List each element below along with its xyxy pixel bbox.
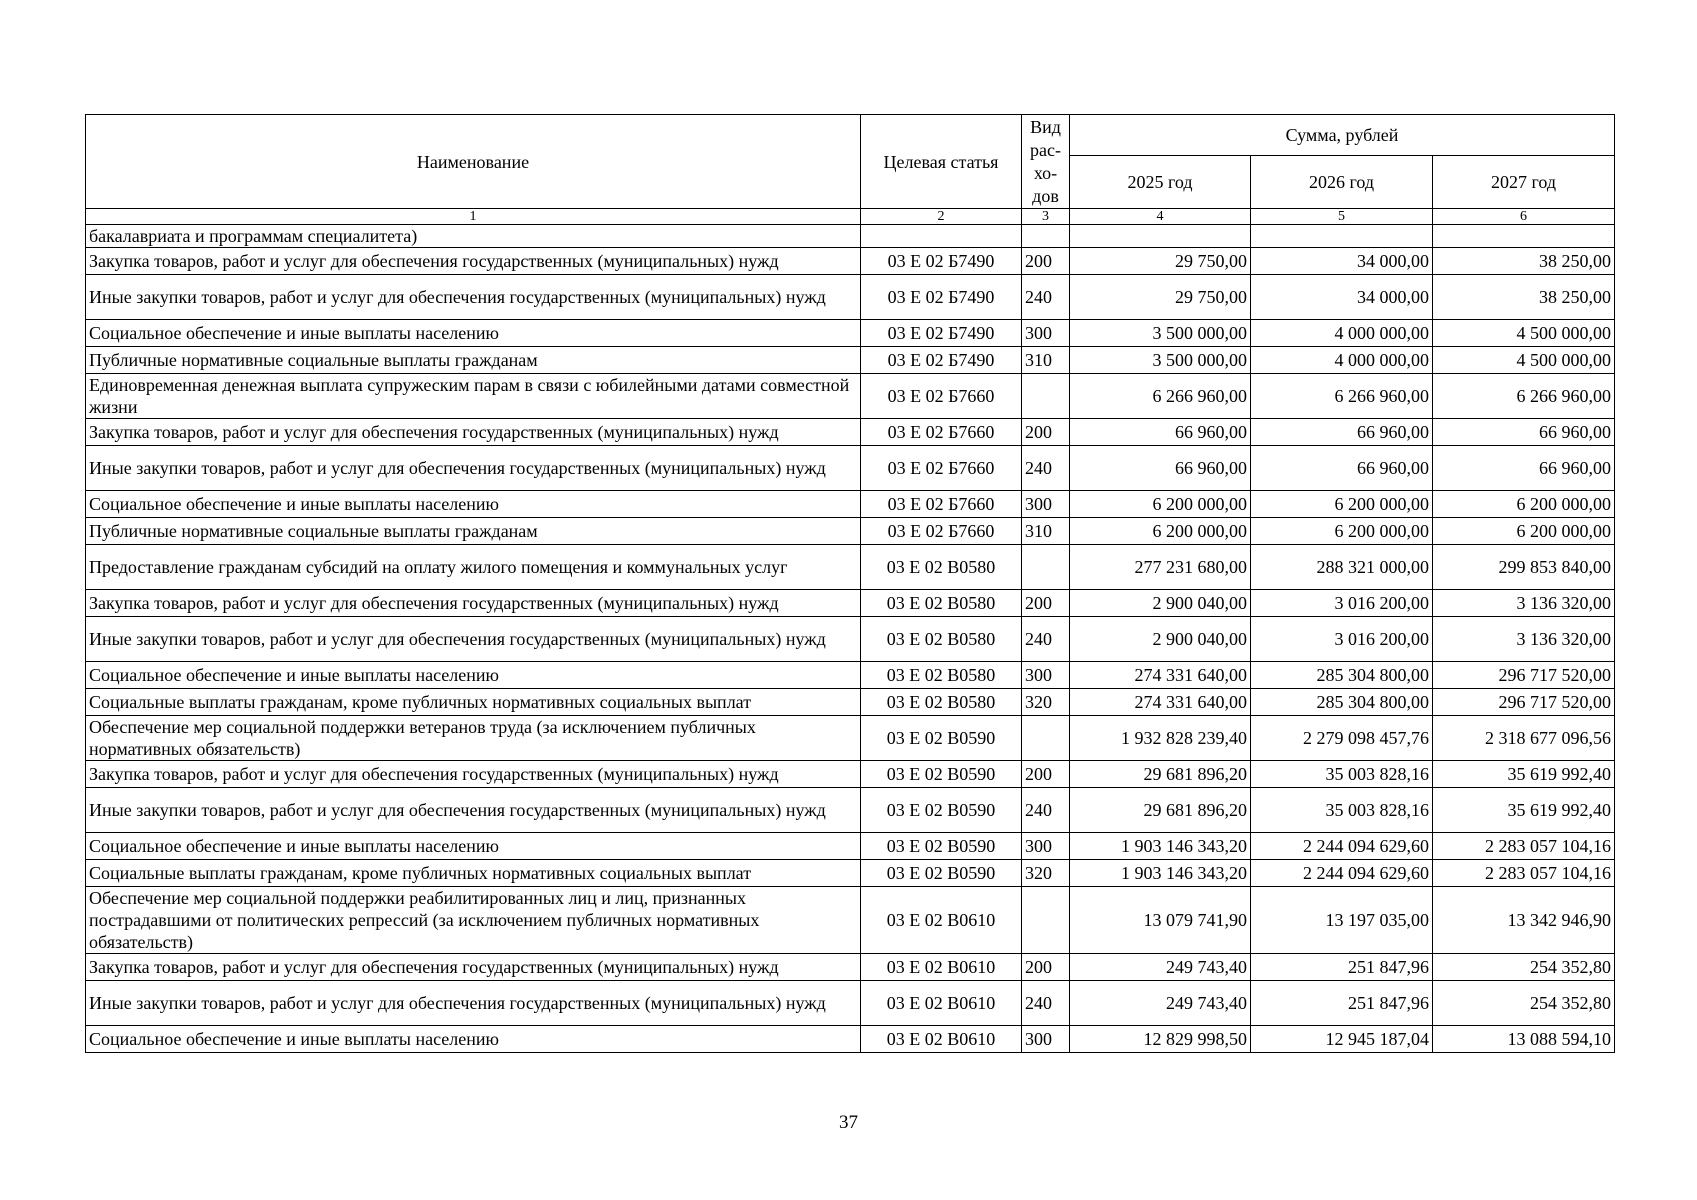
row-target-article: 03 Е 02 В0580 — [861, 545, 1022, 590]
table-row — [86, 446, 1615, 491]
row-amount-2026: 251 847,96 — [1251, 954, 1433, 981]
table-row — [86, 716, 1615, 761]
row-expense-type: 300 — [1022, 491, 1070, 518]
row-amount-2026: 6 266 960,00 — [1251, 374, 1433, 419]
row-target-article: 03 Е 02 В0590 — [861, 788, 1022, 833]
row-expense-type: 240 — [1022, 446, 1070, 491]
row-amount-2027: 296 717 520,00 — [1433, 662, 1615, 689]
row-expense-type: 240 — [1022, 275, 1070, 320]
row-amount-2027: 6 266 960,00 — [1433, 374, 1615, 419]
row-target-article: 03 Е 02 В0590 — [861, 860, 1022, 887]
row-expense-type: 240 — [1022, 981, 1070, 1026]
row-name: Социальные выплаты гражданам, кроме публичных нормативных социальных выплат — [86, 689, 861, 716]
row-amount-2026: 285 304 800,00 — [1251, 689, 1433, 716]
table-row — [86, 491, 1615, 518]
row-amount-2025: 66 960,00 — [1070, 419, 1251, 446]
row-amount-2025: 29 750,00 — [1070, 248, 1251, 275]
row-amount-2026: 4 000 000,00 — [1251, 320, 1433, 347]
table-row — [86, 887, 1615, 954]
row-amount-2026: 251 847,96 — [1251, 981, 1433, 1026]
row-amount-2027: 4 500 000,00 — [1433, 320, 1615, 347]
row-name: Иные закупки товаров, работ и услуг для обеспечения государственных (муниципальных) нужд — [86, 981, 861, 1026]
budget-table — [85, 114, 1615, 1053]
row-target-article: 03 Е 02 В0580 — [861, 689, 1022, 716]
row-amount-2027: 6 200 000,00 — [1433, 518, 1615, 545]
row-amount-2026: 35 003 828,16 — [1251, 788, 1433, 833]
row-expense-type — [1022, 374, 1070, 419]
table-header — [86, 115, 1615, 225]
row-amount-2025: 249 743,40 — [1070, 954, 1251, 981]
row-amount-2026: 2 244 094 629,60 — [1251, 833, 1433, 860]
row-amount-2025: 3 500 000,00 — [1070, 347, 1251, 374]
header-year-2025: 2025 год — [1070, 156, 1251, 209]
table-row — [86, 860, 1615, 887]
row-expense-type — [1022, 887, 1070, 954]
table-row — [86, 761, 1615, 788]
row-target-article: 03 Е 02 В0590 — [861, 716, 1022, 761]
table-row — [86, 374, 1615, 419]
row-name: Социальное обеспечение и иные выплаты населению — [86, 662, 861, 689]
row-target-article: 03 Е 02 Б7490 — [861, 320, 1022, 347]
row-amount-2026: 34 000,00 — [1251, 275, 1433, 320]
table-row — [86, 545, 1615, 590]
row-amount-2027: 66 960,00 — [1433, 419, 1615, 446]
table-row — [86, 981, 1615, 1026]
row-amount-2025: 2 900 040,00 — [1070, 590, 1251, 617]
row-amount-2027: 4 500 000,00 — [1433, 347, 1615, 374]
row-amount-2025: 6 266 960,00 — [1070, 374, 1251, 419]
row-name: Закупка товаров, работ и услуг для обеспечения государственных (муниципальных) нужд — [86, 761, 861, 788]
column-number: 2 — [861, 209, 1022, 225]
row-amount-2027: 66 960,00 — [1433, 446, 1615, 491]
row-amount-2027: 254 352,80 — [1433, 981, 1615, 1026]
row-amount-2025: 12 829 998,50 — [1070, 1026, 1251, 1053]
row-target-article: 03 Е 02 В0610 — [861, 981, 1022, 1026]
row-expense-type: 310 — [1022, 518, 1070, 545]
row-amount-2027: 2 318 677 096,56 — [1433, 716, 1615, 761]
row-amount-2027: 38 250,00 — [1433, 248, 1615, 275]
row-amount-2026 — [1251, 225, 1433, 248]
header-year-2027: 2027 год — [1433, 156, 1615, 209]
row-expense-type: 320 — [1022, 689, 1070, 716]
row-amount-2027 — [1433, 225, 1615, 248]
row-amount-2026: 66 960,00 — [1251, 446, 1433, 491]
row-name: Единовременная денежная выплата супружеским парам в связи с юбилейными датами совместной жизни — [86, 374, 861, 419]
row-expense-type — [1022, 225, 1070, 248]
row-amount-2025: 3 500 000,00 — [1070, 320, 1251, 347]
column-number: 6 — [1433, 209, 1615, 225]
row-amount-2027: 13 088 594,10 — [1433, 1026, 1615, 1053]
row-expense-type: 240 — [1022, 617, 1070, 662]
row-expense-type: 300 — [1022, 833, 1070, 860]
column-number: 4 — [1070, 209, 1251, 225]
row-amount-2025: 29 681 896,20 — [1070, 761, 1251, 788]
row-target-article: 03 Е 02 В0580 — [861, 590, 1022, 617]
row-name: Закупка товаров, работ и услуг для обеспечения государственных (муниципальных) нужд — [86, 590, 861, 617]
table-row — [86, 320, 1615, 347]
row-amount-2027: 35 619 992,40 — [1433, 788, 1615, 833]
row-target-article: 03 Е 02 В0610 — [861, 887, 1022, 954]
row-target-article: 03 Е 02 Б7490 — [861, 275, 1022, 320]
row-amount-2025: 1 903 146 343,20 — [1070, 833, 1251, 860]
row-name: Социальное обеспечение и иные выплаты населению — [86, 320, 861, 347]
row-name: бакалавриата и программам специалитета) — [86, 225, 861, 248]
column-number: 1 — [86, 209, 861, 225]
row-expense-type — [1022, 716, 1070, 761]
table-body — [86, 225, 1615, 1053]
row-amount-2026: 35 003 828,16 — [1251, 761, 1433, 788]
row-name: Закупка товаров, работ и услуг для обеспечения государственных (муниципальных) нужд — [86, 954, 861, 981]
row-amount-2026: 12 945 187,04 — [1251, 1026, 1433, 1053]
row-name: Социальное обеспечение и иные выплаты населению — [86, 833, 861, 860]
row-amount-2025: 29 750,00 — [1070, 275, 1251, 320]
row-name: Публичные нормативные социальные выплаты гражданам — [86, 347, 861, 374]
table-row — [86, 518, 1615, 545]
row-amount-2026: 34 000,00 — [1251, 248, 1433, 275]
row-amount-2025: 1 932 828 239,40 — [1070, 716, 1251, 761]
row-amount-2026: 285 304 800,00 — [1251, 662, 1433, 689]
table-row — [86, 689, 1615, 716]
row-amount-2026: 3 016 200,00 — [1251, 590, 1433, 617]
header-target-article: Целевая статья — [861, 115, 1022, 209]
row-amount-2027: 254 352,80 — [1433, 954, 1615, 981]
row-amount-2027: 6 200 000,00 — [1433, 491, 1615, 518]
row-name: Публичные нормативные социальные выплаты гражданам — [86, 518, 861, 545]
row-amount-2025: 2 900 040,00 — [1070, 617, 1251, 662]
row-amount-2026: 6 200 000,00 — [1251, 491, 1433, 518]
row-amount-2025: 6 200 000,00 — [1070, 518, 1251, 545]
row-expense-type: 240 — [1022, 788, 1070, 833]
row-target-article: 03 Е 02 В0580 — [861, 662, 1022, 689]
row-name: Социальное обеспечение и иные выплаты населению — [86, 1026, 861, 1053]
row-amount-2027: 35 619 992,40 — [1433, 761, 1615, 788]
column-number: 5 — [1251, 209, 1433, 225]
row-amount-2027: 2 283 057 104,16 — [1433, 833, 1615, 860]
row-target-article: 03 Е 02 Б7490 — [861, 347, 1022, 374]
row-amount-2026: 4 000 000,00 — [1251, 347, 1433, 374]
row-target-article: 03 Е 02 Б7660 — [861, 518, 1022, 545]
column-number: 3 — [1022, 209, 1070, 225]
row-amount-2025: 29 681 896,20 — [1070, 788, 1251, 833]
row-target-article: 03 Е 02 В0580 — [861, 617, 1022, 662]
row-amount-2026: 66 960,00 — [1251, 419, 1433, 446]
row-target-article: 03 Е 02 В0610 — [861, 954, 1022, 981]
row-expense-type: 200 — [1022, 248, 1070, 275]
row-name: Иные закупки товаров, работ и услуг для обеспечения государственных (муниципальных) нужд — [86, 275, 861, 320]
row-amount-2025: 274 331 640,00 — [1070, 689, 1251, 716]
row-name: Обеспечение мер социальной поддержки реабилитированных лиц и лиц, признанных пострадавшими от политических репрессий (за исключением публичных нормативных обязательств) — [86, 887, 861, 954]
table-row — [86, 275, 1615, 320]
row-expense-type: 200 — [1022, 954, 1070, 981]
row-amount-2027: 3 136 320,00 — [1433, 590, 1615, 617]
row-expense-type: 300 — [1022, 1026, 1070, 1053]
table-row — [86, 833, 1615, 860]
table-row — [86, 662, 1615, 689]
row-expense-type: 200 — [1022, 761, 1070, 788]
row-amount-2026: 2 244 094 629,60 — [1251, 860, 1433, 887]
row-amount-2025: 277 231 680,00 — [1070, 545, 1251, 590]
row-amount-2025: 249 743,40 — [1070, 981, 1251, 1026]
row-amount-2026: 3 016 200,00 — [1251, 617, 1433, 662]
row-name: Закупка товаров, работ и услуг для обеспечения государственных (муниципальных) нужд — [86, 248, 861, 275]
row-expense-type: 310 — [1022, 347, 1070, 374]
row-expense-type: 300 — [1022, 662, 1070, 689]
row-target-article: 03 Е 02 В0610 — [861, 1026, 1022, 1053]
row-target-article: 03 Е 02 Б7660 — [861, 491, 1022, 518]
page-number: 37 — [839, 1112, 858, 1133]
row-expense-type: 300 — [1022, 320, 1070, 347]
row-amount-2027: 3 136 320,00 — [1433, 617, 1615, 662]
row-target-article: 03 Е 02 В0590 — [861, 833, 1022, 860]
row-target-article: 03 Е 02 В0590 — [861, 761, 1022, 788]
row-amount-2025: 274 331 640,00 — [1070, 662, 1251, 689]
header-year-2026: 2026 год — [1251, 156, 1433, 209]
row-name: Иные закупки товаров, работ и услуг для обеспечения государственных (муниципальных) нужд — [86, 446, 861, 491]
row-target-article: 03 Е 02 Б7660 — [861, 446, 1022, 491]
header-expense-type: Вид рас- хо- дов — [1022, 115, 1070, 209]
row-name: Социальное обеспечение и иные выплаты населению — [86, 491, 861, 518]
row-target-article: 03 Е 02 Б7660 — [861, 419, 1022, 446]
row-amount-2026: 6 200 000,00 — [1251, 518, 1433, 545]
row-name: Социальные выплаты гражданам, кроме публичных нормативных социальных выплат — [86, 860, 861, 887]
row-expense-type — [1022, 545, 1070, 590]
table-row — [86, 954, 1615, 981]
table-row — [86, 590, 1615, 617]
row-name: Предоставление гражданам субсидий на оплату жилого помещения и коммунальных услуг — [86, 545, 861, 590]
row-expense-type: 200 — [1022, 419, 1070, 446]
row-amount-2025: 1 903 146 343,20 — [1070, 860, 1251, 887]
table-row — [86, 788, 1615, 833]
column-number-row — [86, 209, 1615, 225]
row-amount-2025: 13 079 741,90 — [1070, 887, 1251, 954]
row-target-article: 03 Е 02 Б7660 — [861, 374, 1022, 419]
table-row — [86, 1026, 1615, 1053]
row-amount-2027: 299 853 840,00 — [1433, 545, 1615, 590]
row-amount-2026: 2 279 098 457,76 — [1251, 716, 1433, 761]
row-name: Обеспечение мер социальной поддержки ветеранов труда (за исключением публичных нормативных обязательств) — [86, 716, 861, 761]
row-amount-2027: 2 283 057 104,16 — [1433, 860, 1615, 887]
row-expense-type: 200 — [1022, 590, 1070, 617]
row-amount-2025: 6 200 000,00 — [1070, 491, 1251, 518]
header-name: Наименование — [86, 115, 861, 209]
table-row — [86, 225, 1615, 248]
header-sum: Сумма, рублей — [1070, 115, 1615, 156]
row-name: Закупка товаров, работ и услуг для обеспечения государственных (муниципальных) нужд — [86, 419, 861, 446]
row-target-article: 03 Е 02 Б7490 — [861, 248, 1022, 275]
row-name: Иные закупки товаров, работ и услуг для обеспечения государственных (муниципальных) нужд — [86, 788, 861, 833]
table-row — [86, 419, 1615, 446]
row-amount-2026: 13 197 035,00 — [1251, 887, 1433, 954]
row-amount-2025 — [1070, 225, 1251, 248]
table-row — [86, 248, 1615, 275]
table-row — [86, 617, 1615, 662]
row-target-article — [861, 225, 1022, 248]
row-amount-2025: 66 960,00 — [1070, 446, 1251, 491]
row-amount-2027: 296 717 520,00 — [1433, 689, 1615, 716]
row-amount-2027: 38 250,00 — [1433, 275, 1615, 320]
row-amount-2027: 13 342 946,90 — [1433, 887, 1615, 954]
row-name: Иные закупки товаров, работ и услуг для обеспечения государственных (муниципальных) нужд — [86, 617, 861, 662]
row-expense-type: 320 — [1022, 860, 1070, 887]
row-amount-2026: 288 321 000,00 — [1251, 545, 1433, 590]
table-row — [86, 347, 1615, 374]
